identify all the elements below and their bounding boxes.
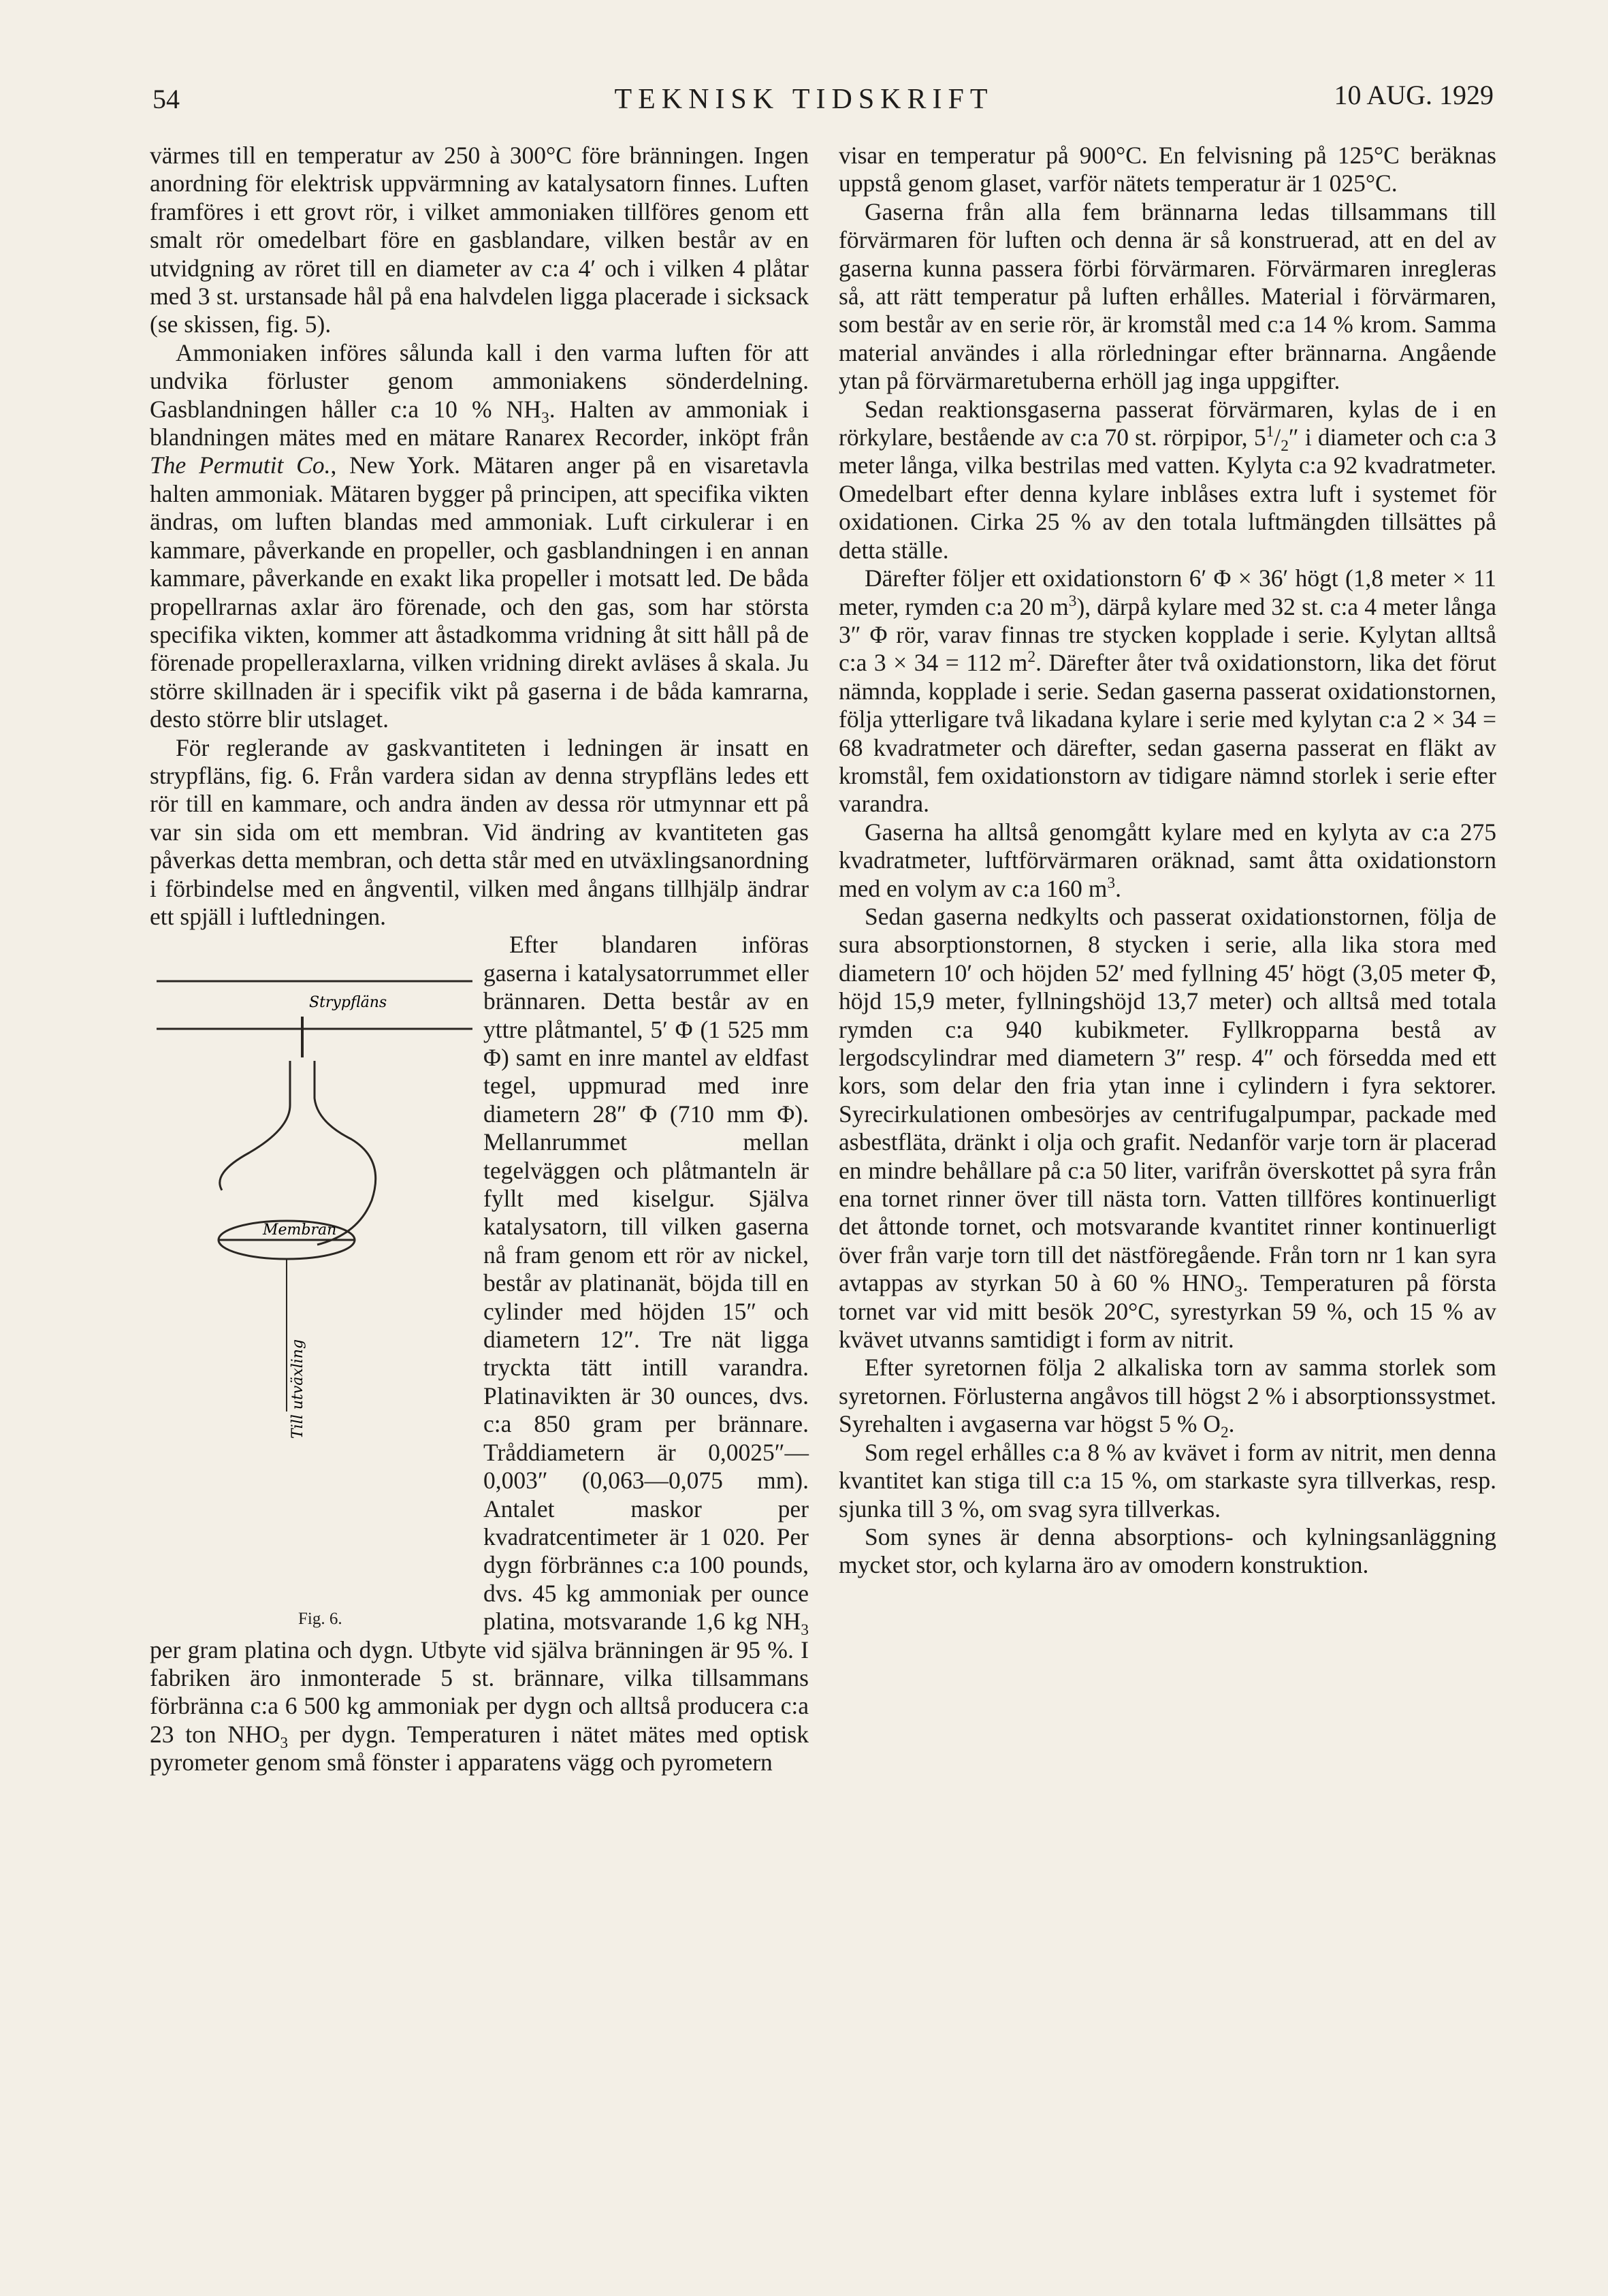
utvaxling-label: Till utväxling [289,1339,306,1439]
paragraph: Gaserna från alla fem brännarna ledas tillsammans till förvärmaren för luften och denna är så konstruerad, att en del av gaserna kunna passera förbi förvärmaren. Förvärmaren inregleras så, att rätt temperatur på luften erhålles. Material i förvärmaren, som består av en serie rör, är kromstål med c:a 14 % krom. Samma material användes i alla rörledningar efter brännarna. Angående ytan på förvärmaretuberna erhöll jag inga uppgifter. [839,197,1496,395]
paragraph: Därefter följer ett oxidationstorn 6′ Φ × 36′ högt (1,8 meter × 11 meter, rymden c:a 20 $m^3$), därpå kylare med 32 st. c:a 4 meter långa 3″ Φ rör, varav finnas tre stycken kopplade i serie. Kylytan alltså c:a 3 × 34 = 112 $m^2$. Därefter åter två oxidationstorn, lika det förut nämnda, kopplade i serie. Sedan gaserna passerat oxidationstornen, följa ytterligare två likadana kylare i serie med kylytan c:a 2 × 34 = 68 kvadratmeter och därefter, sedan gaserna passerat en fläkt av kromstål, fem oxidationstorn av tidigare nämnd storlek i serie efter varandra. [839,564,1497,818]
figure-caption: Fig. 6. [298,1610,342,1629]
right-tube [315,1061,376,1245]
journal-title: TEKNISK TIDSKRIFT [614,84,994,115]
membran-label: Membran [263,1222,337,1239]
paragraph: Som regel erhålles c:a 8 % av kvävet i form av nitrit, men denna kvantitet kan stiga till c:a 15 %, om starkaste syra tillverkas, resp. sjunka till 3 %, om svag syra tillverkas. [839,1438,1496,1522]
paragraph: Ammoniaken införes sålunda kall i den varma luften för att undvika förluster genom ammoniakens sönderdelning. Gasblandningen håller c:a 10 % $NH_3$. Halten av ammoniak i blandningen mätes med en mätare Ranarex Recorder, inköpt från The Permutit Co., New York. Mätaren anger på en visaretavla halten ammoniak. Mätaren bygger på principen, att specifika vikten ändras, om luften blandas med ammoniak. Luft cirkulerar i en kammare, påverkande en propeller, och gasblandningen i en annan kammare, påverkande en exakt lika propeller i motsatt led. De båda propellrarnas axlar äro förenade, och den gas, som har största specifika vikten, kommer att åstadkomma vridning åt sitt håll på de förenade propelleraxlarna, vilken vridning direkt avläses å skala. Ju större skillnaden är i specifik vikt på gaserna i de båda kamrarna, desto större blir utslaget. [150,338,809,733]
paragraph: visar en temperatur på 900°C. En felvisning på 125°C beräknas uppstå genom glaset, varför nätets temperatur är 1 025°C. [839,142,1496,197]
paragraph: Strypfläns Membran Till utväxling Fig. 6. Efter blandaren införas gaserna i katalysatorrummet eller brännaren. Detta består av en yttre plåtmantel, 5′ Φ (1 525 mm Φ) samt en inre mantel av eldfast tegel, uppmurad med inre diametern 28″ Φ (710 mm Φ). Mellanrummet mellan tegelväggen och plåtmanteln är fyllt med kiselgur. Själva katalysatorn, till vilken gaserna nå fram genom ett rör av nickel, består av platinanät, böjda till en cylinder med höjden 15″ och diametern 12″. Tre nät ligga tryckta tätt intill varandra. Platinavikten är 30 ounces, dvs. c:a 850 gram per brännare. Tråddiametern är 0,0025″—0,003″ (0,063—0,075 mm). Antalet maskor per kvadratcentimeter är 1 020. Per dygn förbrännes c:a 100 pounds, dvs. 45 kg ammoniak per ounce platina, motsvarande 1,6 kg $NH_3$ per gram platina och dygn. Utbyte vid själva bränningen är 95 %. I fabriken äro inmonterade 5 st. brännare, vilka tillsammans förbränna c:a 6 500 kg ammoniak per dygn och alltså producera c:a 23 ton $NHO_3$ per dygn. Temperaturen i nätet mätes med optisk pyrometer genom små fönster i apparatens vägg och pyrometern [150,931,809,1776]
paragraph: Sedan reaktionsgaserna passerat förvärmaren, kylas de i en rörkylare, bestående av c:a 70 st. rörpipor, $5^1/_2''$ i diameter och c:a 3 meter långa, vilka bestrilas med vatten. Kylyta c:a 92 kvadratmeter. Omedelbart efter denna kylare inblåses extra luft i systemet för oxidationen. Cirka 25 % av den totala luftmängden tillsättes på detta ställe. [839,395,1497,564]
left-tube [220,1061,290,1190]
paragraph: Gaserna ha alltså genomgått kylare med en kylyta av c:a 275 kvadratmeter, luftförvärmaren oräknad, samt åtta oxidationstorn med en volym av c:a 160 $m^3$. [839,818,1496,902]
paragraph: Sedan gaserna nedkylts och passerat oxidationstornen, följa de sura absorptionstornen, 8 stycken i serie, alla lika stora med diametern 10′ och höjden 52′ med fyllning 45′ högt (3,05 meter Φ, höjd 15,9 meter, fyllningshöjd 13,7 meter) och alltså med totala rymden c:a 940 kubikmeter. Fyllkropparna bestå av lergodscylindrar med diametern 3″ resp. 4″ och försedda med ett kors, som delar den fria ytan inne i cylindern i fyra sektorer. Syrecirkulationen ombesörjes av centrifugalpumpar, packade med asbestfläta, dränkt i olja och grafit. Nedanför varje torn är placerad en mindre behållare på c:a 50 liter, varifrån överskottet på syra från ena tornet rinner över till nästa torn. Vatten tillföres kontinuerligt det åttonde tornet, och motsvarande kvantitet rinner kontinuerligt över från varje torn till det nästföregående. Från torn nr 1 kan syra avtappas av styrkan 50 à 60 % $HNO_3$. Temperaturen på första tornet var vid mitt besök 20°C, syrestyrkan 59 %, och 15 % av kvävet utvanns samtidigt i form av nitrit. [839,902,1497,1354]
strypflans-diagram [147,935,472,1623]
paragraph: Som synes är denna absorptions- och kylningsanläggning mycket stor, och kylarna äro av omodern konstruktion. [839,1522,1496,1579]
strypflans-label: Strypfläns [309,994,387,1012]
paragraph: För reglerande av gaskvantiteten i ledningen är insatt en strypfläns, fig. 6. Från vardera sidan av denna strypfläns ledes ett rör till en kammare, och andra änden av dessa rör utmynnar ett på var sin sida om ett membran. Vid ändring av kvantiteten gas påverkas detta membran, och detta står med en utväxlingsanordning i förbindelse med en ångventil, vilken med ångans tillhjälp ändrar ett spjäll i luftledningen. [150,733,809,930]
page-number: 54 [152,84,180,114]
right-column [839,142,1496,1580]
issue-date: 10 AUG. 1929 [1334,80,1494,110]
paragraph: värmes till en temperatur av 250 à 300°C före bränningen. Ingen anordning för elektrisk uppvärmning av katalysatorn finnes. Luften framföres i ett grovt rör, i vilket ammoniaken tillföres genom ett smalt rör omedelbart före en gasblandare, vilken består av en utvidgning av röret till en diameter av c:a 4′ och i vilken 4 plåtar med 3 st. urstansade hål på ena halvdelen ligga placerade i sicksack (se skissen, fig. 5). [150,142,809,338]
paragraph: Efter syretornen följa 2 alkaliska torn av samma storlek som syretornen. Förlusterna angåvos till högst 2 % i absorptionssystmet. Syrehalten i avgaserna var högst 5 % $O_2$. [839,1354,1496,1442]
figure-6 [147,935,472,1628]
left-column [150,142,809,1777]
